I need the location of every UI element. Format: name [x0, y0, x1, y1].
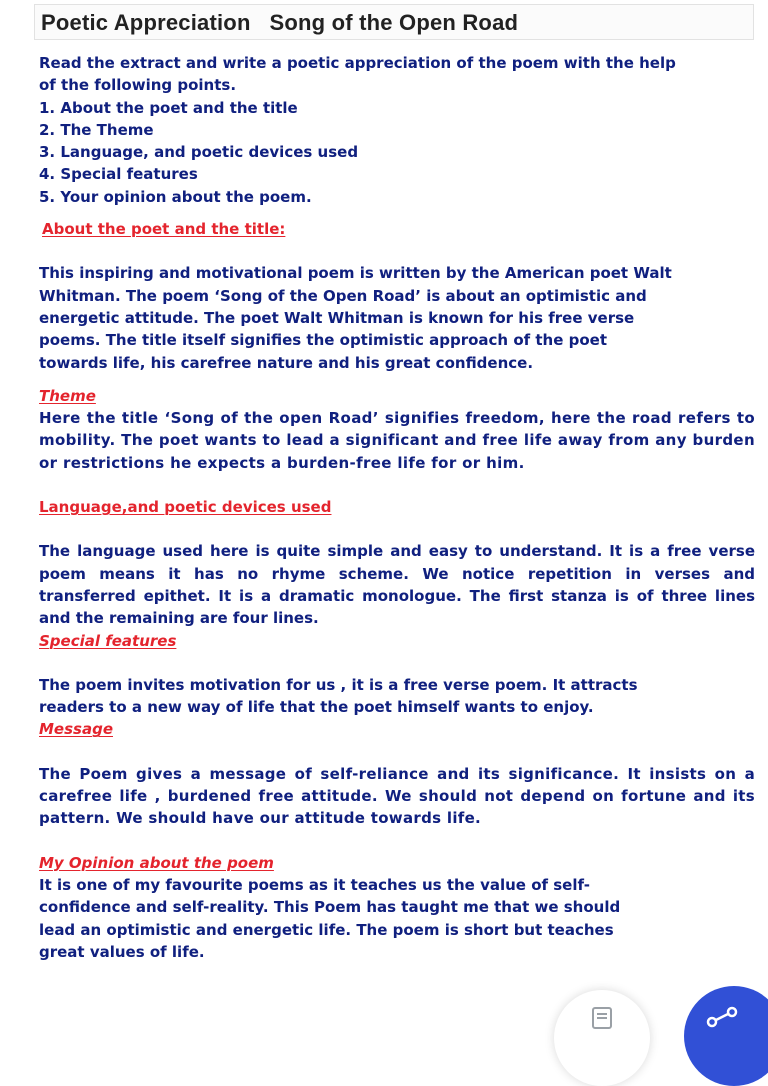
share-button[interactable]	[684, 986, 768, 1086]
message-body: The Poem gives a message of self-reliance and its significance. It insists on a carefree life , burdened free attitude. We should not depend on fortune and its pattern. We should have our attitude towards life.	[39, 764, 755, 828]
opinion-line: great values of life.	[39, 942, 205, 961]
theme-heading: Theme	[39, 386, 96, 405]
special-line: The poem invites motivation for us , it is a free verse poem. It attracts	[39, 675, 638, 694]
title-bar	[34, 4, 754, 40]
point-item: 5. Your opinion about the poem.	[39, 187, 312, 206]
instructions	[39, 52, 755, 208]
document-body	[39, 52, 755, 963]
point-item: 1. About the poet and the title	[39, 98, 298, 117]
opinion-line: confidence and self-reality. This Poem has taught me that we should	[39, 898, 621, 917]
instruction-line: of the following points.	[39, 76, 237, 95]
notes-button[interactable]	[554, 990, 650, 1086]
message-heading: Message	[39, 720, 113, 739]
poet-line: energetic attitude. The poet Walt Whitman is known for his free verse	[39, 308, 635, 327]
special-heading: Special features	[39, 631, 177, 650]
point-item: 4. Special features	[39, 165, 198, 184]
point-item: 3. Language, and poetic devices used	[39, 143, 359, 162]
special-section	[39, 674, 755, 719]
point-item: 2. The Theme	[39, 120, 154, 139]
instruction-line: Read the extract and write a poetic appreciation of the poem with the help	[39, 54, 676, 72]
language-body: The language used here is quite simple and easy to understand. It is a free verse poem means it has no rhyme scheme. We notice repetition in verses and transferred epithet. It is a dramatic monologue. The first stanza is of three lines and the remaining are four lines.	[39, 542, 755, 628]
share-icon	[706, 1004, 740, 1028]
opinion-section	[39, 874, 755, 963]
poet-section	[39, 262, 755, 373]
opinion-heading: My Opinion about the poem	[39, 853, 274, 872]
special-line: readers to a new way of life that the poet himself wants to enjoy.	[39, 698, 594, 717]
poet-line: Whitman. The poem ‘Song of the Open Road’ is about an optimistic and	[39, 286, 647, 305]
poet-line: poems. The title itself signifies the optimistic approach of the poet	[39, 331, 608, 350]
notes-icon	[590, 1006, 614, 1030]
page-title: Poetic Appreciation Song of the Open Road	[41, 10, 519, 35]
theme-body: Here the title ‘Song of the open Road’ signifies freedom, here the road refers to mobility. The poet wants to lead a significant and free life away from any burden or restrictions he expects a burden-free life for or him.	[39, 409, 755, 472]
poet-line: towards life, his carefree nature and his great confidence.	[39, 353, 534, 372]
opinion-line: It is one of my favourite poems as it teaches us the value of self-	[39, 875, 590, 894]
poet-line: This inspiring and motivational poem is written by the American poet Walt	[39, 264, 672, 283]
language-heading: Language,and poetic devices used	[39, 498, 332, 517]
opinion-line: lead an optimistic and energetic life. The poem is short but teaches	[39, 920, 614, 939]
poet-heading: About the poet and the title:	[42, 220, 286, 239]
